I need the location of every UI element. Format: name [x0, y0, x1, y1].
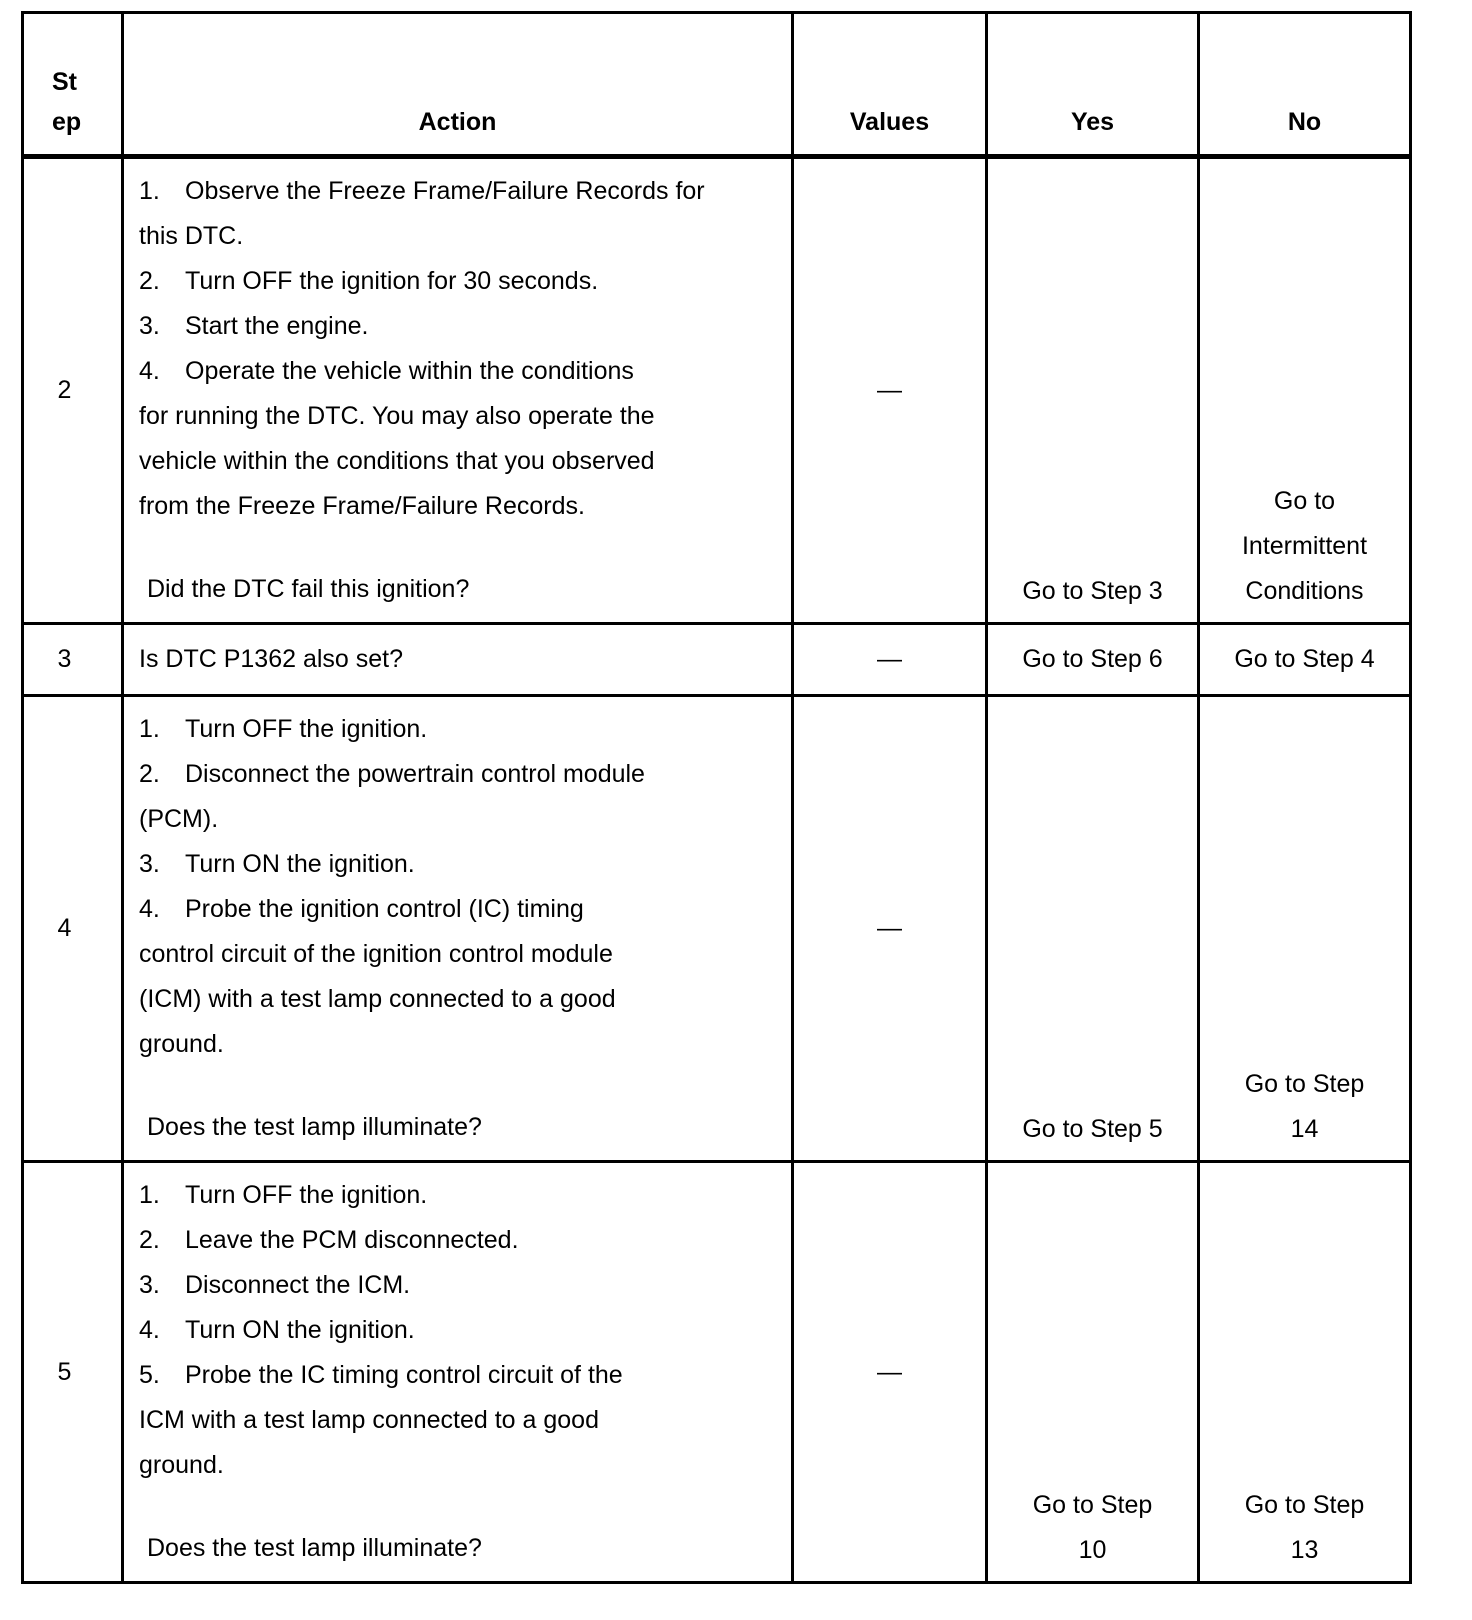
action-step-text: Turn OFF the ignition. — [185, 715, 428, 743]
action-step-number: 2. — [139, 267, 160, 295]
action-step-line — [139, 707, 779, 752]
action-step-line — [139, 842, 779, 887]
action-step-line — [139, 1263, 779, 1308]
action-step-text: ICM with a test lamp connected to a good — [139, 1406, 599, 1434]
action-step-number: 3. — [139, 850, 160, 878]
header-values: Values — [793, 13, 987, 157]
header-no: No — [1199, 13, 1411, 157]
action-step-line — [139, 1398, 779, 1443]
no-cell — [1199, 696, 1411, 1162]
action-step-line — [139, 349, 779, 394]
yes-cell — [987, 157, 1199, 624]
values-cell — [793, 1162, 987, 1583]
action-step-text: this DTC. — [139, 222, 244, 250]
yes-outcome-line: Go to Step — [1032, 1491, 1153, 1519]
diagnostic-table — [21, 11, 1412, 1584]
value-text: — — [877, 645, 902, 673]
action-step-text: Disconnect the ICM. — [185, 1271, 411, 1299]
action-step-number: 1. — [139, 715, 160, 743]
yes-cell — [987, 624, 1199, 696]
yes-cell — [987, 696, 1199, 1162]
value-text: — — [877, 1357, 902, 1386]
action-step-line — [139, 1308, 779, 1353]
action-step-text: Turn ON the ignition. — [185, 850, 415, 878]
action-step-line — [139, 1218, 779, 1263]
step-number: 5 — [57, 1357, 72, 1386]
action-step-number: 3. — [139, 1271, 160, 1299]
header-step-line2: ep — [52, 108, 82, 136]
yes-outcome-line: 10 — [1078, 1536, 1107, 1564]
values-cell — [793, 624, 987, 696]
action-step-text: control circuit of the ignition control module — [139, 940, 613, 968]
values-cell — [793, 157, 987, 624]
action-cell — [123, 157, 793, 624]
action-step-line — [139, 304, 779, 349]
no-outcome-line: Intermittent — [1241, 532, 1368, 560]
action-step-line — [139, 1173, 779, 1218]
header-yes: Yes — [987, 13, 1199, 157]
action-step-line — [139, 932, 779, 977]
action-step-text: (ICM) with a test lamp connected to a good — [139, 985, 616, 1013]
no-outcome-line: 13 — [1290, 1536, 1319, 1564]
step-number: 3 — [57, 645, 72, 673]
action-step-text: vehicle within the conditions that you observed — [139, 447, 655, 475]
action-step-number: 4. — [139, 895, 160, 923]
action-step-line — [139, 977, 779, 1022]
action-step-text: Start the engine. — [185, 312, 369, 340]
action-cell — [123, 1162, 793, 1583]
step-number-cell — [23, 1162, 123, 1583]
yes-outcome-line: Go to Step 5 — [1022, 1115, 1163, 1143]
action-step-number: 1. — [139, 177, 160, 205]
value-text: — — [877, 376, 902, 404]
action-step-line — [139, 1443, 779, 1488]
action-step-text: for running the DTC. You may also operate the — [139, 402, 655, 430]
action-step-number: 1. — [139, 1181, 160, 1209]
step-number-cell — [23, 624, 123, 696]
action-question: Is DTC P1362 also set? — [139, 645, 404, 673]
action-step-text: Leave the PCM disconnected. — [185, 1226, 519, 1254]
action-step-line — [139, 169, 779, 214]
action-step-text: (PCM). — [139, 805, 219, 833]
action-cell — [123, 624, 793, 696]
action-step-line — [139, 797, 779, 842]
header-step-line1: St — [52, 68, 77, 96]
action-step-number: 3. — [139, 312, 160, 340]
action-step-text: Probe the IC timing control circuit of the — [185, 1361, 623, 1389]
action-step-text: ground. — [139, 1030, 224, 1058]
table-row — [23, 157, 1411, 624]
no-outcome-line: 14 — [1290, 1115, 1319, 1143]
action-step-text: Disconnect the powertrain control module — [185, 760, 645, 788]
action-step-line — [139, 887, 779, 932]
table-row — [23, 1162, 1411, 1583]
no-outcome-line: Conditions — [1245, 577, 1364, 605]
action-step-line — [139, 259, 779, 304]
action-step-text: from the Freeze Frame/Failure Records. — [139, 492, 585, 520]
action-step-line — [139, 394, 779, 439]
values-cell — [793, 696, 987, 1162]
table-row — [23, 696, 1411, 1162]
action-question: Does the test lamp illuminate? — [147, 1534, 482, 1562]
action-question: Did the DTC fail this ignition? — [147, 575, 470, 603]
action-step-line — [139, 484, 779, 529]
action-step-line — [139, 752, 779, 797]
yes-outcome-line: Go to Step 6 — [1022, 645, 1163, 673]
action-step-text: ground. — [139, 1451, 224, 1479]
step-number: 4 — [57, 914, 72, 942]
action-step-number: 4. — [139, 357, 160, 385]
action-step-line — [139, 214, 779, 259]
yes-cell — [987, 1162, 1199, 1583]
action-step-number: 5. — [139, 1361, 160, 1389]
no-outcome-line: Go to — [1273, 487, 1336, 515]
action-step-line — [139, 1022, 779, 1067]
value-text: — — [877, 914, 902, 942]
no-outcome-line: Go to Step — [1244, 1491, 1365, 1519]
action-step-text: Operate the vehicle within the conditions — [185, 357, 634, 385]
action-cell — [123, 696, 793, 1162]
action-step-text: Probe the ignition control (IC) timing — [185, 895, 584, 923]
action-step-number: 4. — [139, 1316, 160, 1344]
action-step-text: Turn ON the ignition. — [185, 1316, 415, 1344]
action-step-number: 2. — [139, 760, 160, 788]
step-number: 2 — [57, 376, 72, 404]
action-step-text: Observe the Freeze Frame/Failure Records for — [185, 177, 705, 205]
header-action: Action — [123, 13, 793, 157]
action-step-line — [139, 439, 779, 484]
no-cell — [1199, 624, 1411, 696]
header-step — [23, 13, 123, 157]
step-number-cell — [23, 157, 123, 624]
no-cell — [1199, 1162, 1411, 1583]
action-step-text: Turn OFF the ignition. — [185, 1181, 428, 1209]
header-row — [23, 13, 1411, 157]
no-cell — [1199, 157, 1411, 624]
action-step-text: Turn OFF the ignition for 30 seconds. — [185, 267, 599, 295]
yes-outcome-line: Go to Step 3 — [1022, 577, 1163, 605]
step-number-cell — [23, 696, 123, 1162]
action-step-line — [139, 1353, 779, 1398]
no-outcome-line: Go to Step 4 — [1234, 645, 1375, 673]
action-step-number: 2. — [139, 1226, 160, 1254]
action-question: Does the test lamp illuminate? — [147, 1113, 482, 1141]
table-row — [23, 624, 1411, 696]
no-outcome-line: Go to Step — [1244, 1070, 1365, 1098]
